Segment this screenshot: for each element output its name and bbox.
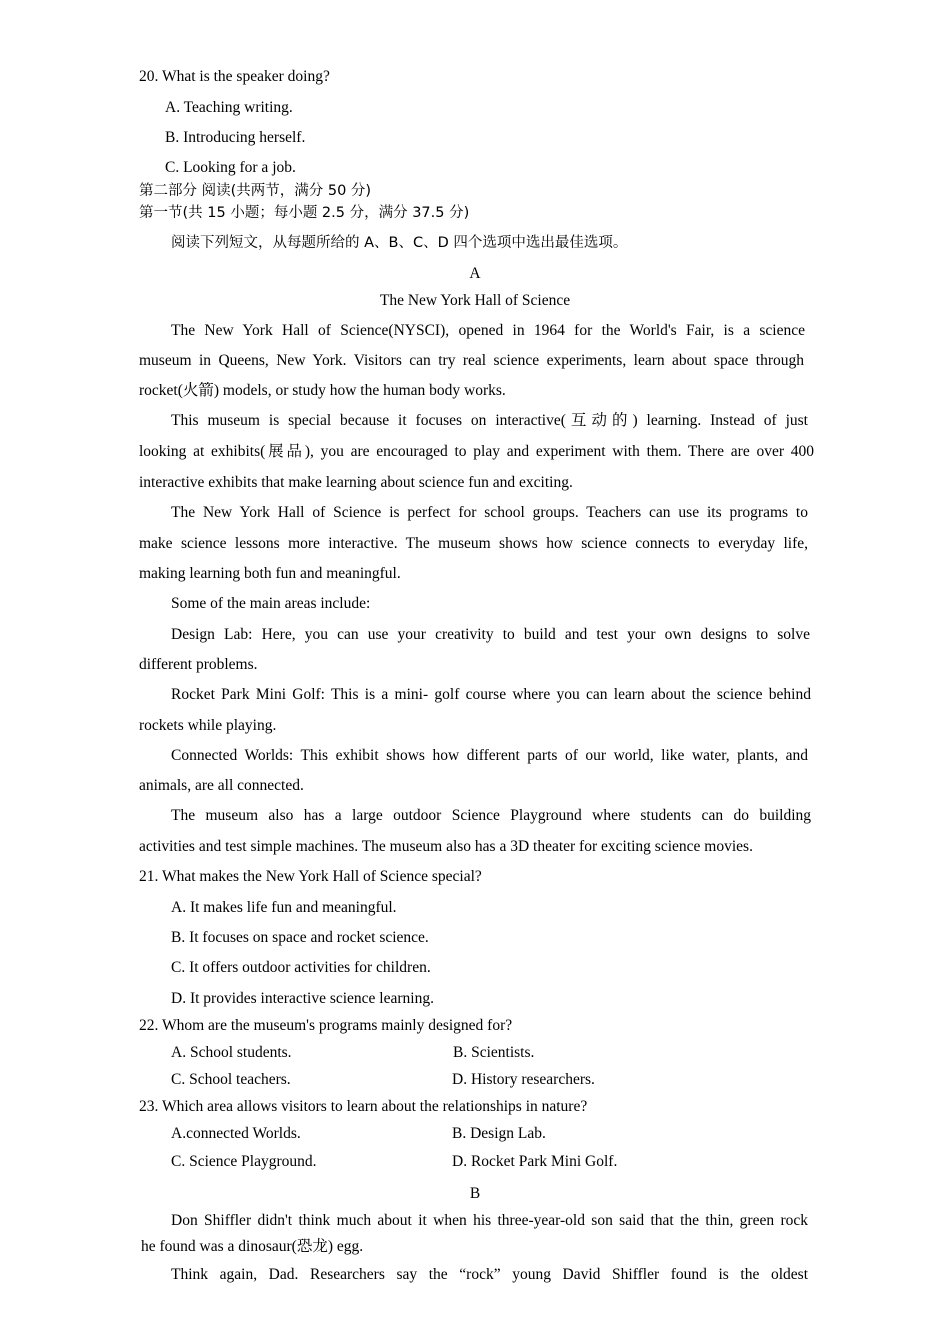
q20-option-a: A. Teaching writing. xyxy=(165,99,293,116)
passage-a-line: interactive exhibits that make learning about science fun and exciting. xyxy=(139,474,573,491)
passage-b-line: he found was a dinosaur(恐龙) egg. xyxy=(141,1238,364,1255)
passage-a-line: Some of the main areas include: xyxy=(171,595,371,612)
passage-a-line: The New York Hall of Science is perfect for school groups. Teachers can use its programs to xyxy=(171,504,808,521)
passage-a-line: activities and test simple machines. The museum also has a 3D theater for exciting science movies. xyxy=(139,838,753,855)
passage-a-line: The museum also has a large outdoor Science Playground where students can do building xyxy=(171,807,811,824)
passage-a-line: different problems. xyxy=(139,656,258,673)
passage-a-letter: A xyxy=(469,265,481,282)
passage-a-line: rocket(火箭) models, or study how the human body works. xyxy=(139,382,506,399)
q20-question: 20. What is the speaker doing? xyxy=(139,68,330,85)
passage-a-line: This museum is special because it focuses on interactive(互动的) learning. Instead of just xyxy=(171,412,808,429)
passage-a-line: museum in Queens, New York. Visitors can try real science experiments, learn about space through xyxy=(139,352,804,369)
q23-option-a: A.connected Worlds. xyxy=(171,1125,301,1142)
q23-question: 23. Which area allows visitors to learn about the relationships in nature? xyxy=(139,1098,588,1115)
part2-instruction: 阅读下列短文，从每题所给的 A、B、C、D 四个选项中选出最佳选项。 xyxy=(171,235,628,251)
q20-option-c: C. Looking for a job. xyxy=(165,159,296,176)
q22-option-d: D. History researchers. xyxy=(452,1071,595,1088)
q21-option-c: C. It offers outdoor activities for children. xyxy=(171,959,431,976)
q22-option-c: C. School teachers. xyxy=(171,1071,291,1088)
q21-option-b: B. It focuses on space and rocket science. xyxy=(171,929,429,946)
q23-option-b: B. Design Lab. xyxy=(452,1125,546,1142)
passage-a-line: looking at exhibits(展品), you are encouraged to play and experiment with them. There are over 400 xyxy=(139,443,814,460)
passage-a-line: Rocket Park Mini Golf: This is a mini- golf course where you can learn about the science behind xyxy=(171,686,811,703)
q21-option-a: A. It makes life fun and meaningful. xyxy=(171,899,397,916)
q22-option-b: B. Scientists. xyxy=(453,1044,535,1061)
passage-a-title: The New York Hall of Science xyxy=(379,292,571,309)
passage-a-line: making learning both fun and meaningful. xyxy=(139,565,401,582)
passage-a-line: rockets while playing. xyxy=(139,717,277,734)
q20-option-b: B. Introducing herself. xyxy=(165,129,306,146)
part2-section1: 第一节(共 15 小题；每小题 2.5 分，满分 37.5 分) xyxy=(139,205,470,221)
passage-b-line: Don Shiffler didn't think much about it when his three-year-old son said that the thin, green rock xyxy=(171,1212,808,1229)
q21-question: 21. What makes the New York Hall of Science special? xyxy=(139,868,482,885)
q22-option-a: A. School students. xyxy=(171,1044,292,1061)
q23-option-d: D. Rocket Park Mini Golf. xyxy=(452,1153,618,1170)
passage-a-line: animals, are all connected. xyxy=(139,777,304,794)
passage-b-line: Think again, Dad. Researchers say the “rock” young David Shiffler found is the oldest xyxy=(171,1266,808,1283)
passage-b-letter: B xyxy=(469,1185,481,1202)
part2-heading: 第二部分 阅读(共两节，满分 50 分) xyxy=(139,183,372,199)
passage-a-line: make science lessons more interactive. The museum shows how science connects to everyday life, xyxy=(139,535,808,552)
passage-a-line: Design Lab: Here, you can use your creativity to build and test your own designs to solve xyxy=(171,626,810,643)
q22-question: 22. Whom are the museum's programs mainly designed for? xyxy=(139,1017,513,1034)
passage-a-line: Connected Worlds: This exhibit shows how different parts of our world, like water, plants, and xyxy=(171,747,808,764)
q23-option-c: C. Science Playground. xyxy=(171,1153,317,1170)
passage-a-line: The New York Hall of Science(NYSCI), opened in 1964 for the World's Fair, is a science xyxy=(171,322,805,339)
q21-option-d: D. It provides interactive science learning. xyxy=(171,990,434,1007)
